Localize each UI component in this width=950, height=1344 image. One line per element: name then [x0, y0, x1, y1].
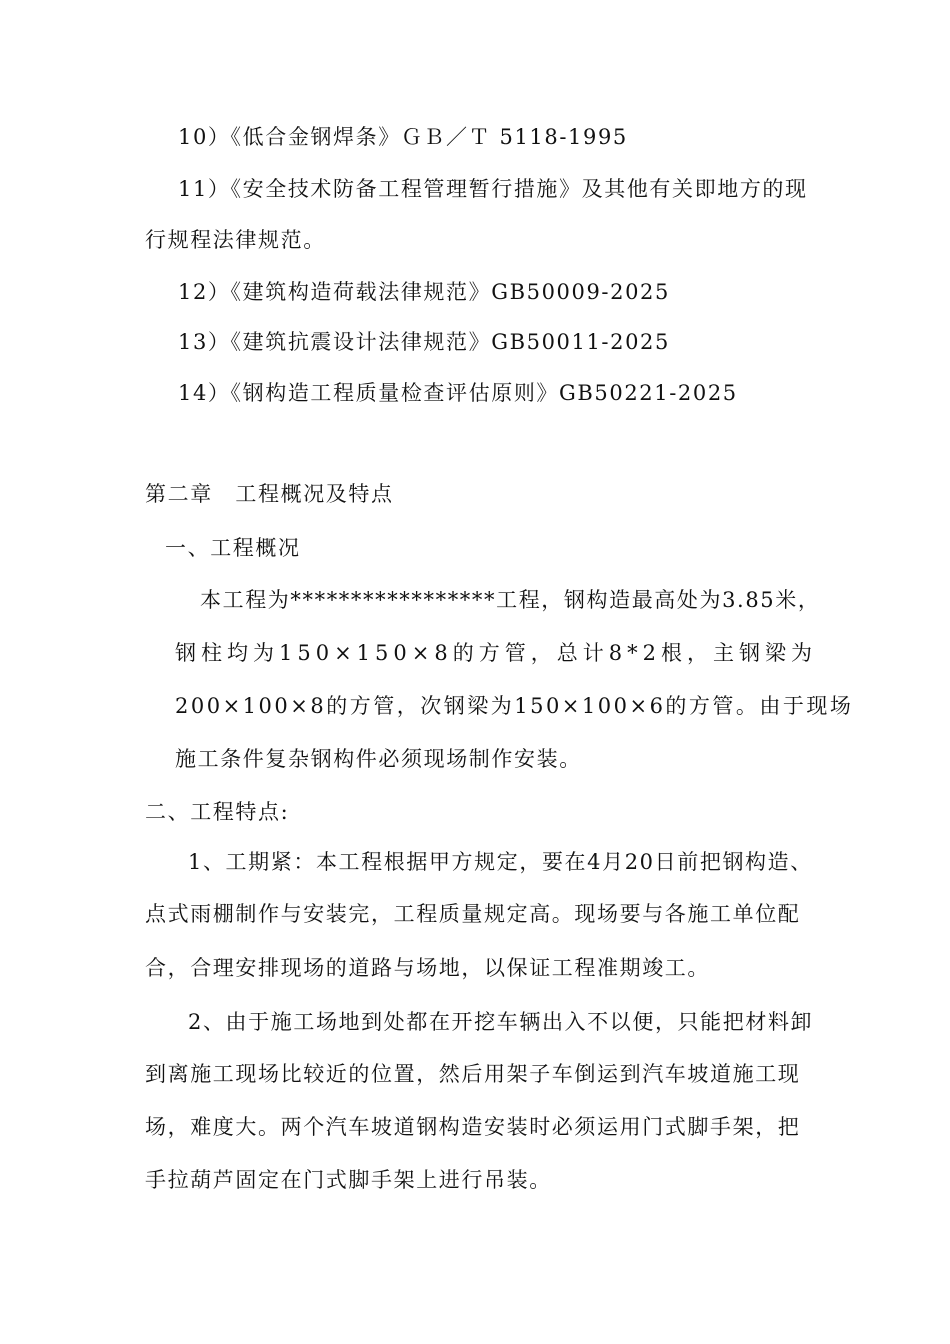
reference-item-11: 11）《安全技术防备工程管理暂行措施》及其他有关即地方的现 [178, 177, 808, 201]
features-line: 1、工期紧：本工程根据甲方规定，要在4月20日前把钢构造、 [188, 850, 813, 874]
features-line: 到离施工现场比较近的位置，然后用架子车倒运到汽车坡道施工现 [145, 1062, 801, 1086]
chapter-title: 第二章 工程概况及特点 [145, 482, 394, 506]
features-line: 手拉葫芦固定在门式脚手架上进行吊装。 [145, 1168, 552, 1192]
overview-heading: 一、工程概况 [165, 536, 301, 560]
features-line: 合，合理安排现场的道路与场地，以保证工程准期竣工。 [145, 956, 710, 980]
overview-line: 200×100×8的方管，次钢梁为150×100×6的方管。由于现场 [175, 694, 854, 718]
features-heading: 二、工程特点: [145, 800, 290, 824]
overview-line: 施工条件复杂钢构件必须现场制作安装。 [175, 747, 582, 771]
overview-line: 本工程为*****************工程，钢构造最高处为3.85米， [200, 588, 821, 612]
overview-line: 钢柱均为150×150×8的方管，总计8*2根，主钢梁为 [175, 641, 817, 665]
reference-item-11-continued: 行规程法律规范。 [145, 228, 326, 252]
reference-item-13: 13）《建筑抗震设计法律规范》GB50011-2025 [178, 330, 670, 354]
reference-item-12: 12）《建筑构造荷载法律规范》GB50009-2025 [178, 280, 670, 304]
features-line: 2、由于施工场地到处都在开挖车辆出入不以便，只能把材料卸 [188, 1010, 814, 1034]
reference-item-10: 10）《低合金钢焊条》ＧＢ／Ｔ 5118-1995 [178, 125, 628, 149]
reference-item-14: 14）《钢构造工程质量检查评估原则》GB50221-2025 [178, 381, 738, 405]
features-line: 场，难度大。两个汽车坡道钢构造安装时必须运用门式脚手架，把 [145, 1115, 801, 1139]
features-line: 点式雨棚制作与安装完，工程质量规定高。现场要与各施工单位配 [145, 902, 801, 926]
